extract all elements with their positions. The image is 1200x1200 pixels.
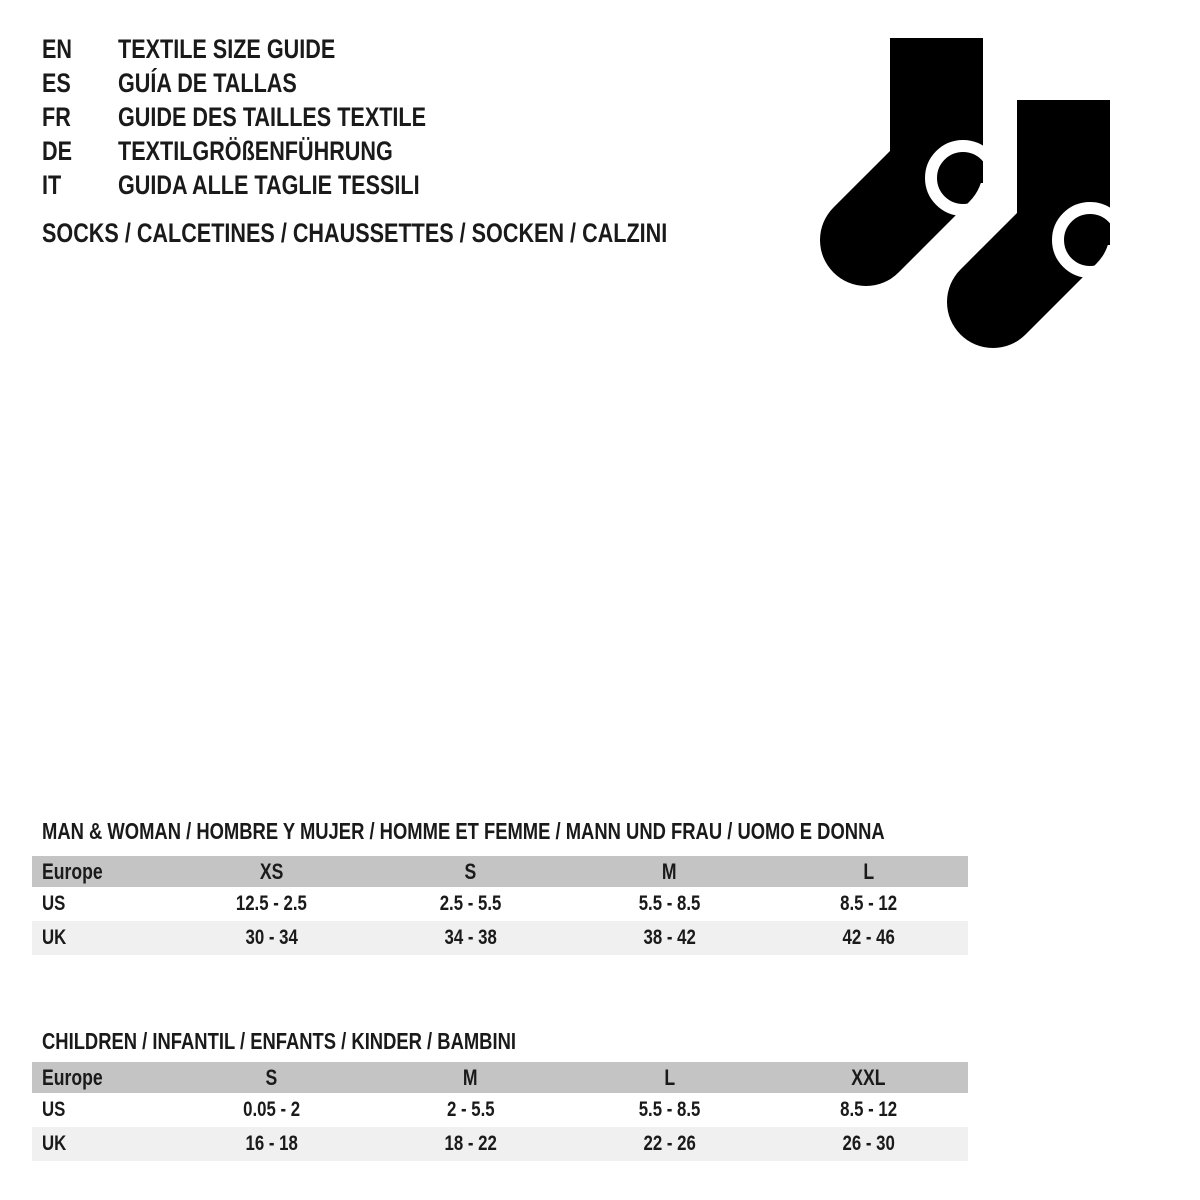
header-cell-text: L bbox=[664, 1064, 675, 1090]
language-code bbox=[42, 134, 118, 168]
table-header-cell bbox=[769, 1065, 968, 1091]
table-row-uk bbox=[32, 1127, 968, 1161]
size-value-text: 16 - 18 bbox=[245, 1132, 298, 1155]
table-title-text: MAN & WOMAN / HOMBRE Y MUJER / HOMME ET FEMME / MANN UND FRAU / UOMO E DONNA bbox=[42, 818, 885, 844]
language-code-text: EN bbox=[42, 34, 73, 64]
language-title-text: TEXTILGRÖßENFÜHRUNG bbox=[118, 136, 393, 166]
size-value-cell bbox=[172, 926, 371, 950]
size-value-cell bbox=[769, 1132, 968, 1156]
table-row-us bbox=[32, 887, 968, 921]
size-value-cell bbox=[172, 1132, 371, 1156]
size-value-cell bbox=[769, 892, 968, 916]
table-header-cell bbox=[570, 859, 769, 885]
size-value-text: 5.5 - 8.5 bbox=[638, 892, 701, 915]
language-title-text: GUIDA ALLE TAGLIE TESSILI bbox=[118, 170, 420, 200]
language-row bbox=[42, 100, 503, 134]
header-cell-text: S bbox=[464, 858, 477, 884]
sock-left bbox=[866, 38, 995, 240]
language-row bbox=[42, 168, 503, 202]
language-title-text: GUIDE DES TAILLES TEXTILE bbox=[118, 102, 427, 132]
row-label bbox=[32, 892, 172, 916]
row-label-text: UK bbox=[42, 1132, 67, 1155]
table-header-cell bbox=[172, 1065, 371, 1091]
table-header-row bbox=[32, 1062, 968, 1093]
table-row-us bbox=[32, 1093, 968, 1127]
size-value-cell bbox=[769, 926, 968, 950]
table-header-cell bbox=[371, 1065, 570, 1091]
row-label bbox=[32, 1132, 172, 1156]
table-header-row bbox=[32, 856, 968, 887]
table-row-uk bbox=[32, 921, 968, 955]
size-table-children bbox=[32, 1062, 968, 1161]
size-value-cell bbox=[570, 926, 769, 950]
language-code-text: DE bbox=[42, 136, 73, 166]
language-title-text: GUÍA DE TALLAS bbox=[118, 68, 297, 98]
size-value-text: 2.5 - 5.5 bbox=[439, 892, 502, 915]
socks-icon bbox=[812, 30, 1112, 375]
size-value-cell bbox=[371, 1132, 570, 1156]
language-row bbox=[42, 66, 503, 100]
size-value-text: 8.5 - 12 bbox=[840, 1098, 897, 1121]
category-title-text: SOCKS / CALCETINES / CHAUSSETTES / SOCKEN / CALZINI bbox=[42, 218, 668, 248]
header-cell-text: XS bbox=[259, 858, 284, 884]
language-title bbox=[118, 168, 503, 202]
language-code bbox=[42, 168, 118, 202]
header-cell-text: S bbox=[265, 1064, 278, 1090]
language-code-text: IT bbox=[42, 170, 62, 200]
size-table-man-woman bbox=[32, 856, 968, 955]
table-title-man-woman bbox=[42, 816, 1095, 846]
table-header-cell bbox=[32, 859, 172, 885]
size-value-text: 2 - 5.5 bbox=[446, 1098, 495, 1121]
size-value-cell bbox=[371, 892, 570, 916]
language-code bbox=[42, 100, 118, 134]
table-header-cell bbox=[371, 859, 570, 885]
size-value-cell bbox=[172, 892, 371, 916]
size-value-cell bbox=[570, 1132, 769, 1156]
language-title-text: TEXTILE SIZE GUIDE bbox=[118, 34, 336, 64]
language-code-text: ES bbox=[42, 68, 71, 98]
language-code bbox=[42, 66, 118, 100]
size-value-text: 26 - 30 bbox=[842, 1132, 895, 1155]
language-title bbox=[118, 100, 503, 134]
language-row bbox=[42, 32, 503, 66]
size-value-text: 0.05 - 2 bbox=[243, 1098, 300, 1121]
row-label bbox=[32, 1098, 172, 1122]
size-value-cell bbox=[371, 926, 570, 950]
size-value-text: 42 - 46 bbox=[842, 926, 895, 949]
category-title bbox=[42, 216, 824, 250]
row-label-text: UK bbox=[42, 926, 67, 949]
size-value-cell bbox=[769, 1098, 968, 1122]
size-value-text: 22 - 26 bbox=[643, 1132, 696, 1155]
header-cell-text: M bbox=[463, 1064, 478, 1090]
table-title-children bbox=[42, 1026, 634, 1056]
language-row bbox=[42, 134, 503, 168]
table-title-text: CHILDREN / INFANTIL / ENFANTS / KINDER / BAMBINI bbox=[42, 1028, 516, 1054]
sock-right bbox=[993, 100, 1112, 302]
language-code bbox=[42, 32, 118, 66]
size-value-text: 34 - 38 bbox=[444, 926, 497, 949]
table-header-cell bbox=[172, 859, 371, 885]
language-title-list bbox=[42, 32, 503, 202]
header-cell-text: M bbox=[662, 858, 677, 884]
language-title bbox=[118, 32, 503, 66]
size-value-cell bbox=[570, 892, 769, 916]
size-value-text: 8.5 - 12 bbox=[840, 892, 897, 915]
size-value-cell bbox=[172, 1098, 371, 1122]
header-cell-text: XXL bbox=[851, 1064, 886, 1090]
size-value-cell bbox=[570, 1098, 769, 1122]
row-label bbox=[32, 926, 172, 950]
table-header-cell bbox=[570, 1065, 769, 1091]
size-value-text: 5.5 - 8.5 bbox=[638, 1098, 701, 1121]
header-cell-text: Europe bbox=[42, 858, 103, 884]
language-title bbox=[118, 66, 503, 100]
language-title bbox=[118, 134, 503, 168]
row-label-text: US bbox=[42, 892, 66, 915]
language-code-text: FR bbox=[42, 102, 71, 132]
table-header-cell bbox=[769, 859, 968, 885]
size-value-text: 38 - 42 bbox=[643, 926, 696, 949]
size-value-text: 12.5 - 2.5 bbox=[235, 892, 307, 915]
size-value-cell bbox=[371, 1098, 570, 1122]
size-value-text: 30 - 34 bbox=[245, 926, 298, 949]
table-header-cell bbox=[32, 1065, 172, 1091]
row-label-text: US bbox=[42, 1098, 66, 1121]
header-cell-text: Europe bbox=[42, 1064, 103, 1090]
header-cell-text: L bbox=[863, 858, 874, 884]
size-value-text: 18 - 22 bbox=[444, 1132, 497, 1155]
